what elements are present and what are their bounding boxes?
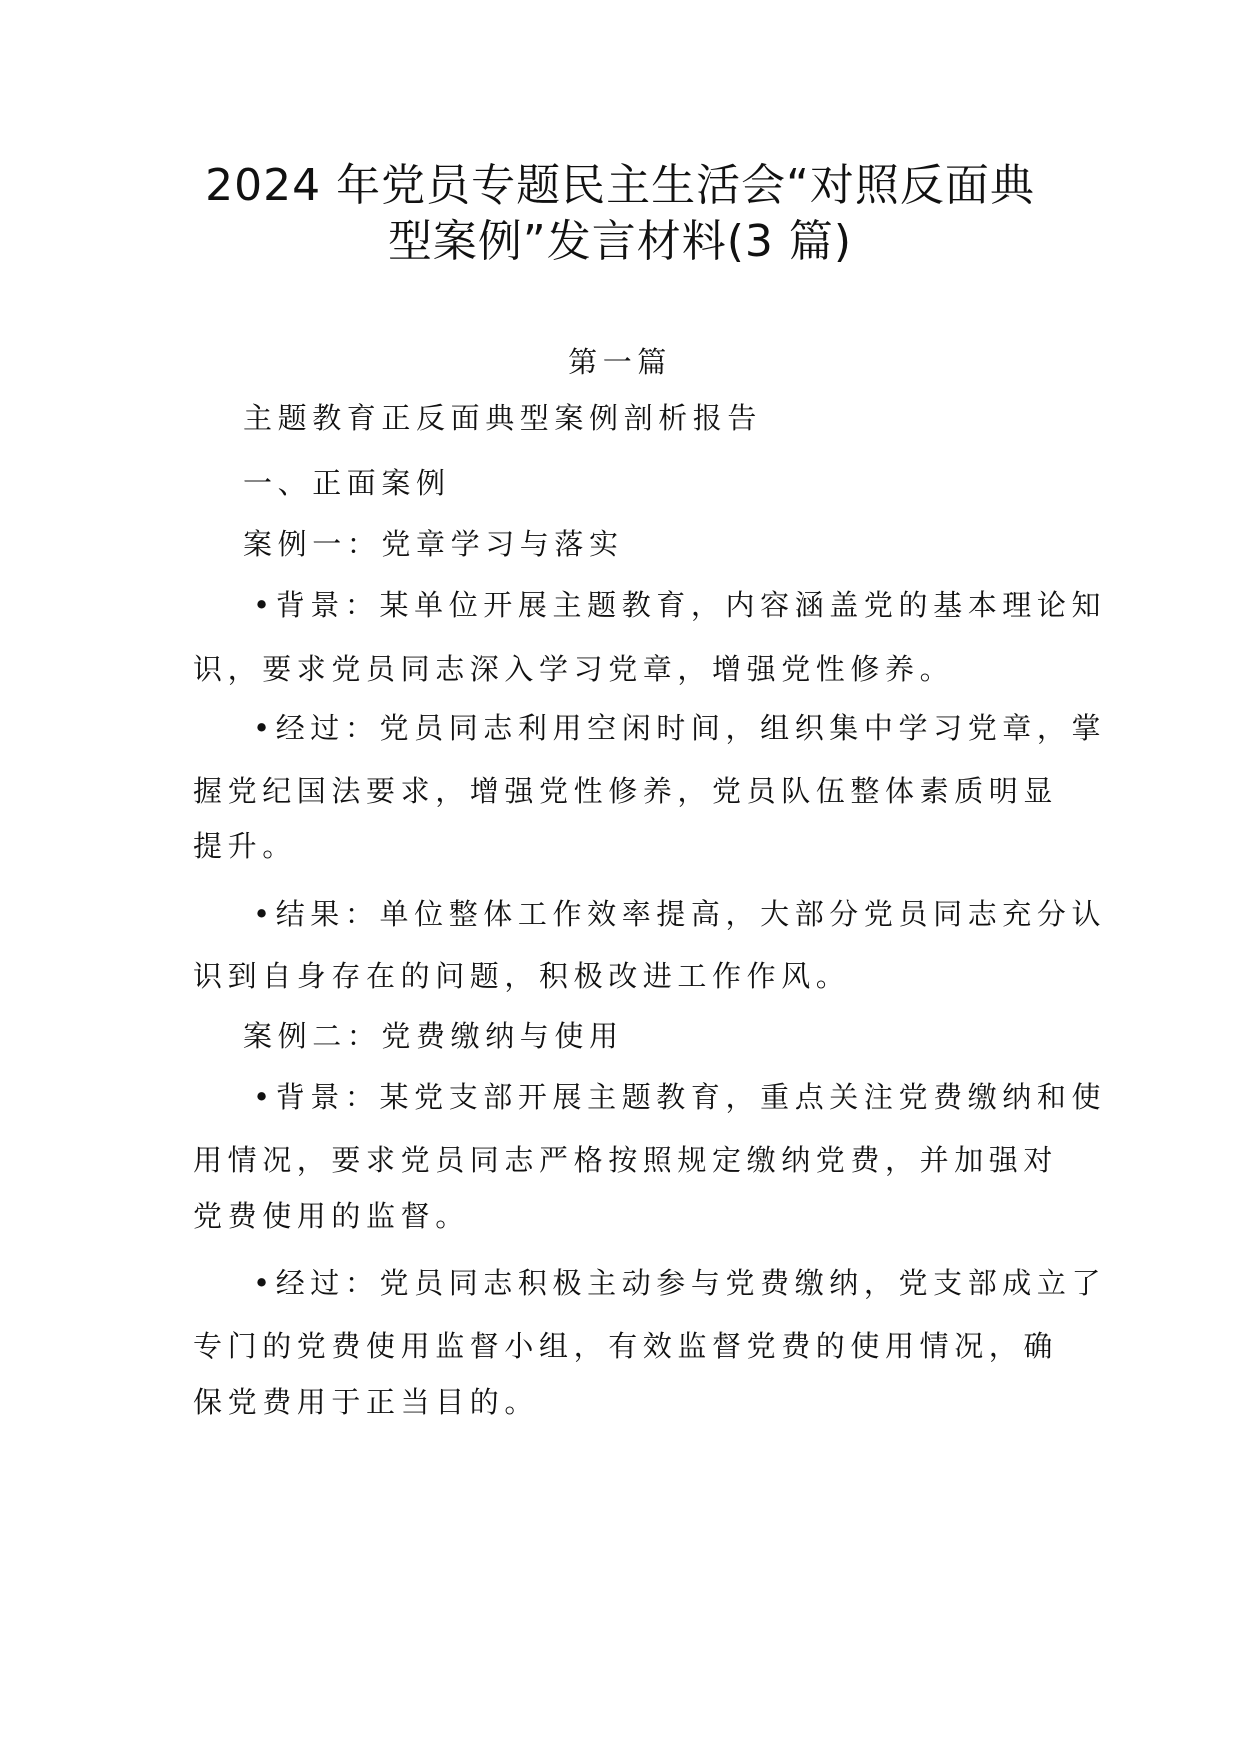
case-paragraph-line: 识到自身存在的问题，积极改进工作作风。 xyxy=(193,959,851,993)
case-paragraph-line: 握党纪国法要求，增强党性修养，党员队伍整体素质明显 xyxy=(193,774,1059,808)
document-title-line-1: 2024 年党员专题民主生活会“对照反面典 xyxy=(205,160,1035,211)
case-heading: 案例一：党章学习与落实 xyxy=(243,527,624,561)
section-heading: 一、正面案例 xyxy=(243,466,451,500)
case-paragraph-line: 识，要求党员同志深入学习党章，增强党性修养。 xyxy=(193,652,955,686)
case-paragraph-line: 党费使用的监督。 xyxy=(193,1199,470,1233)
case-paragraph-line: •背景：某单位开展主题教育，内容涵盖党的基本理论知 xyxy=(253,588,1107,622)
case-paragraph-line: •背景：某党支部开展主题教育，重点关注党费缴纳和使 xyxy=(253,1080,1107,1114)
document-title-line-2: 型案例”发言材料(3 篇) xyxy=(387,216,853,267)
part-heading: 第一篇 xyxy=(568,345,672,379)
case-paragraph-line: •经过：党员同志利用空闲时间，组织集中学习党章，掌 xyxy=(253,711,1107,745)
case-paragraph-line: •经过：党员同志积极主动参与党费缴纳，党支部成立了 xyxy=(253,1266,1107,1300)
case-paragraph-line: •结果：单位整体工作效率提高，大部分党员同志充分认 xyxy=(253,897,1107,931)
case-paragraph-line: 专门的党费使用监督小组，有效监督党费的使用情况，确 xyxy=(193,1329,1059,1363)
case-paragraph-line: 保党费用于正当目的。 xyxy=(193,1385,540,1419)
case-paragraph-line: 提升。 xyxy=(193,829,297,863)
case-paragraph-line: 用情况，要求党员同志严格按照规定缴纳党费，并加强对 xyxy=(193,1143,1059,1177)
case-heading: 案例二：党费缴纳与使用 xyxy=(243,1019,624,1053)
report-title: 主题教育正反面典型案例剖析报告 xyxy=(243,401,763,435)
